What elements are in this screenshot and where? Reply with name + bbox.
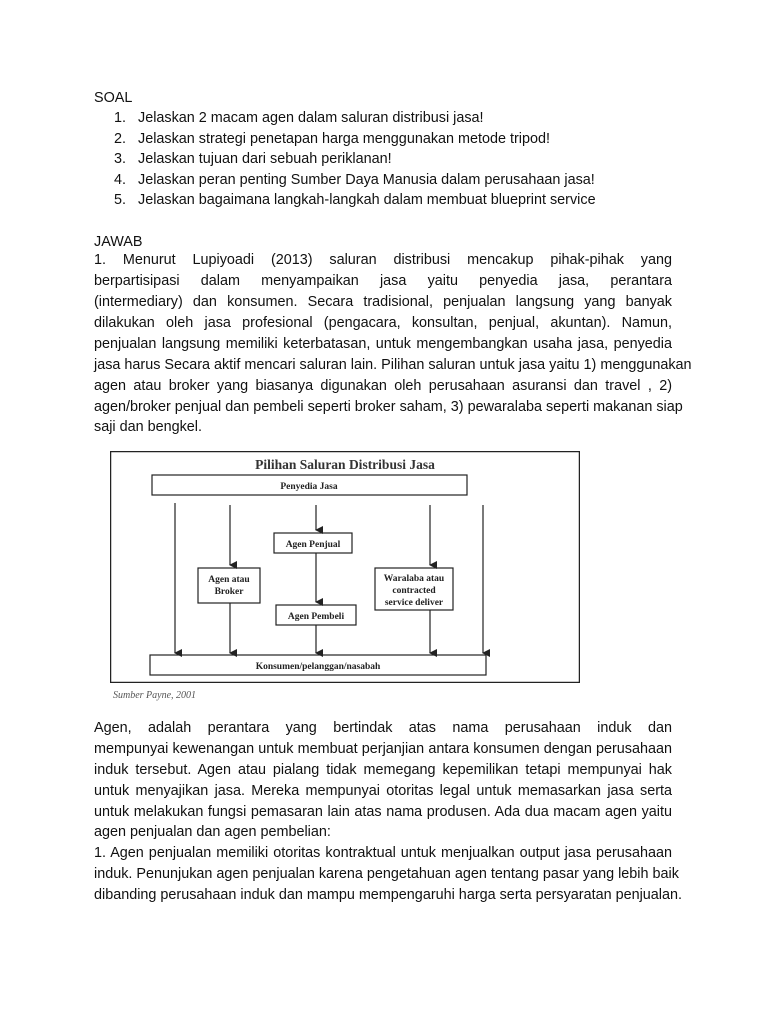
diagram-title: Pilihan Saluran Distribusi Jasa: [255, 457, 435, 472]
waralaba-label-2: contracted: [392, 586, 436, 596]
list-item: 2. Jelaskan strategi penetapan harga menggunakan metode tripod!: [114, 130, 551, 147]
body-line: induk. Penunjukan agen penjualan karena pengetahuan agen tentang pasar yang lebih baik: [94, 866, 679, 882]
agen-pembeli-label: Agen Pembeli: [287, 612, 345, 622]
agen-penjual-label: Agen Penjual: [285, 540, 341, 550]
distribution-channel-diagram: [110, 451, 580, 683]
answer-line: saji dan bengkel.: [94, 419, 203, 435]
answer-line: jasa harus Secara aktif mencari saluran lain. Pilihan saluran untuk jasa yaitu 1) menggunakan: [94, 357, 692, 373]
body-line: untuk menyajikan jasa. Mereka mempunyai otoritas legal untuk memasarkan jasa serta: [94, 783, 672, 799]
list-item: 5. Jelaskan bagaimana langkah-langkah dalam membuat blueprint service: [114, 192, 596, 209]
soal-heading: SOAL: [94, 90, 133, 106]
diagram-svg: [110, 451, 580, 683]
konsumen-label: Konsumen/pelanggan/nasabah: [255, 662, 381, 672]
jawab-heading: JAWAB: [94, 234, 143, 250]
answer-line: 1. Menurut Lupiyoadi (2013) saluran distribusi mencakup pihak-pihak yang: [94, 252, 672, 268]
answer-line: penjualan langsung memiliki keterbatasan, untuk mengembangkan usaha jasa, penyedia: [94, 336, 672, 352]
agen-broker-label-2: Broker: [214, 587, 244, 597]
body-line: induk tersebut. Agen atau pialang tidak memegang kepemilikan tetapi mempunyai hak: [94, 762, 672, 778]
waralaba-label-1: Waralaba atau: [383, 574, 445, 584]
answer-line: (intermediary) dan konsumen. Secara tradisional, penjualan langsung yang banyak: [94, 294, 672, 310]
body-line: dibanding perusahaan induk dan mampu mempengaruhi harga serta persyaratan penjualan.: [94, 887, 683, 903]
list-item: 4. Jelaskan peran penting Sumber Daya Manusia dalam perusahaan jasa!: [114, 171, 595, 188]
question-list: [114, 108, 596, 211]
body-line: agen penjualan dan agen pembelian:: [94, 824, 331, 840]
diagram-source: Sumber Payne, 2001: [113, 690, 197, 701]
waralaba-label-3: service deliver: [384, 598, 444, 608]
list-item: 3. Jelaskan tujuan dari sebuah periklanan!: [114, 151, 392, 168]
list-item: 1. Jelaskan 2 macam agen dalam saluran distribusi jasa!: [114, 110, 484, 126]
answer-line: berpartisipasi dalam menyampaikan jasa yaitu penyedia jasa, perantara: [94, 273, 672, 289]
agen-broker-box: [198, 568, 260, 603]
body-line: untuk melakukan fungsi pemasaran lain atas nama produsen. Ada dua macam agen yaitu: [94, 804, 672, 820]
body-line: Agen, adalah perantara yang bertindak atas nama perusahaan induk dan: [94, 720, 672, 736]
body-line: 1. Agen penjualan memiliki otoritas kontraktual untuk menjualkan output jasa perusahaan: [94, 845, 672, 861]
agen-broker-label-1: Agen atau: [208, 575, 250, 585]
answer-line: dilakukan oleh jasa profesional (pengacara, konsultan, penjual, akuntan). Namun,: [94, 315, 672, 331]
penyedia-jasa-label: Penyedia Jasa: [280, 482, 338, 492]
body-line: mempunyai kewenangan untuk membuat perjanjian antara konsumen dengan perusahaan: [94, 741, 672, 757]
answer-line: agen/broker penjual dan pembeli seperti broker saham, 3) pewaralaba seperti makanan siap: [94, 399, 683, 415]
answer-line: agen atau broker yang biasanya digunakan oleh perusahaan asuransi dan travel , 2): [94, 378, 672, 394]
